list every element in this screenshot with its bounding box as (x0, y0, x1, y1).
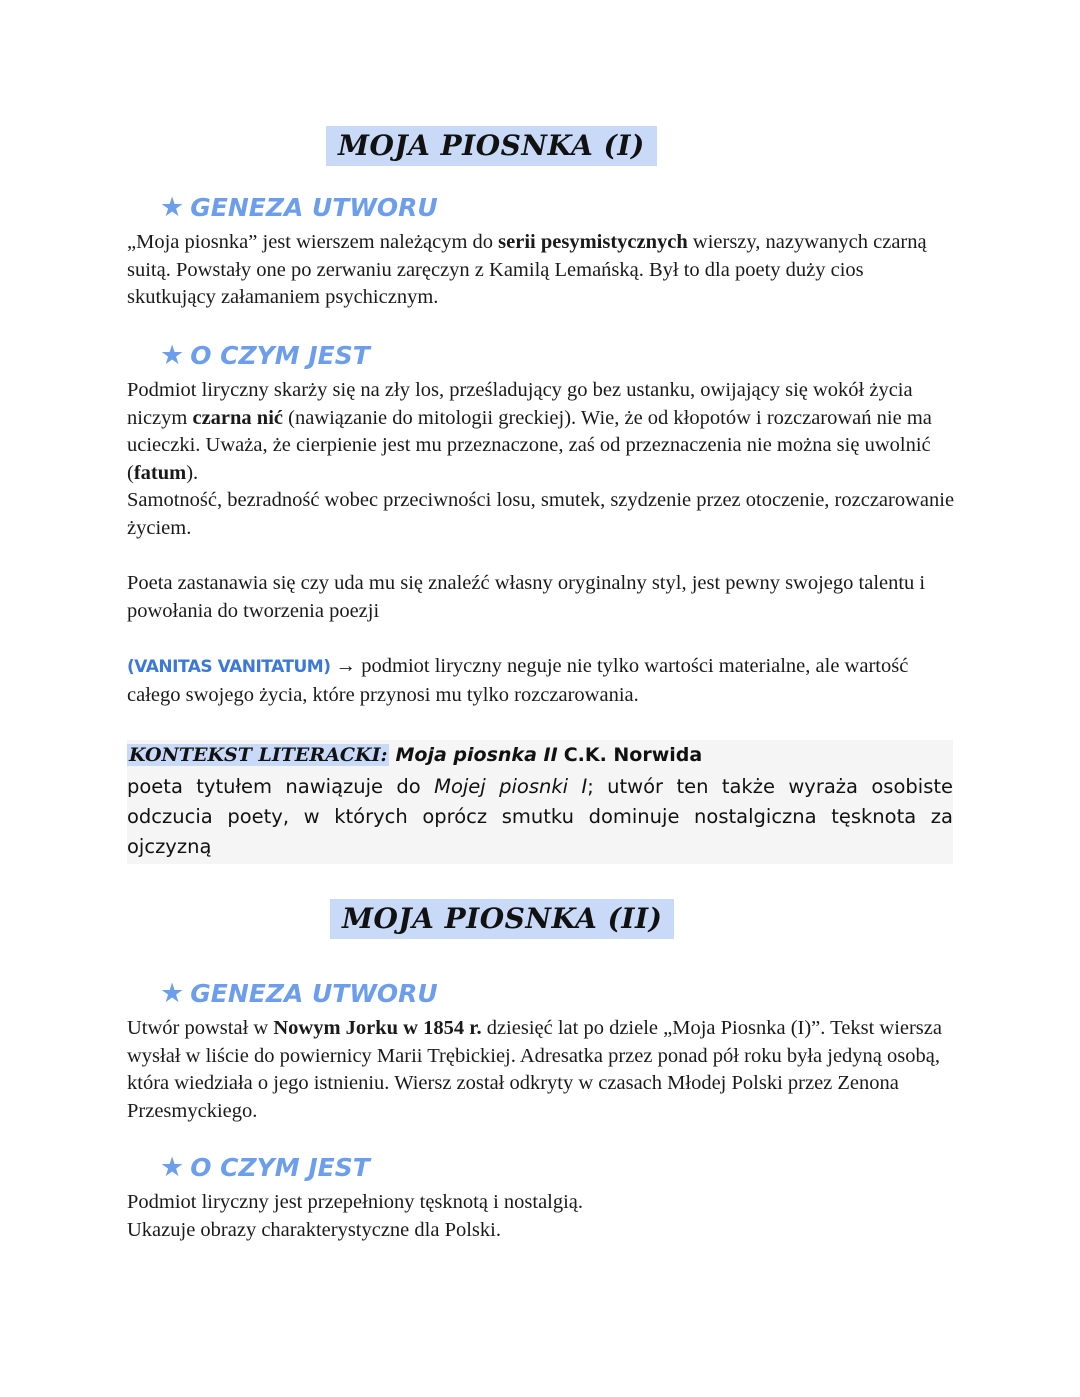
section2-about-heading (160, 1152, 370, 1184)
section2-about-paragraph (127, 1189, 957, 1244)
text-run: wierszy, nazywanych czarną suitą. Powstały one po zerwaniu zaręczyn z Kamilą Lemańską. Był to dla poety duży cios skutkujący załamaniem psychicznym. (127, 231, 927, 308)
context-text (127, 772, 953, 862)
star-icon: ★ (160, 978, 185, 1009)
section1-about-heading (160, 340, 370, 372)
section1-about-paragraph-2: Samotność, bezradność wobec przeciwności losu, smutek, szydzenie przez otoczenie, rozczarowanie życiem. (127, 489, 955, 539)
star-icon: ★ (160, 1152, 185, 1183)
text-run: „Moja piosnka” jest wierszem należącym do (127, 231, 499, 253)
bold-run: serii pesymistycznych (498, 231, 688, 253)
text-run: ; utwór ten także wyraża osobiste odczucia poety, w których oprócz smutku dominuje nostalgiczna tęsknota za ojczyzną (127, 775, 953, 858)
star-icon: ★ (160, 192, 185, 223)
context-work: Moja piosnka II (395, 744, 558, 766)
section2-genesis-heading (160, 978, 438, 1010)
section1-genesis-heading-text: GENEZA UTWORU (190, 193, 438, 222)
text-line: Podmiot liryczny jest przepełniony tęsknotą i nostalgią. (127, 1191, 584, 1213)
context-author: C.K. Norwida (563, 744, 703, 766)
text-run: poeta tytułem nawiązuje do (127, 775, 435, 798)
text-run: ). (186, 461, 199, 484)
text-run: Podmiot liryczny skarży się na zły los, prześladujący go bez ustanku, owijający się wokół życia niczym (127, 379, 913, 429)
section2-title: MOJA PIOSNKA (II) (330, 899, 674, 939)
section1-about-paragraph-3: Poeta zastanawia się czy uda mu się znaleźć własny oryginalny styl, jest pewny swojego talentu i powołania do tworzenia poezji (127, 572, 926, 622)
section1-genesis-paragraph (127, 229, 957, 312)
bold-run: fatum (133, 461, 187, 484)
section1-about-heading-text: O CZYM JEST (190, 341, 370, 370)
star-icon: ★ (160, 340, 185, 371)
context-label: KONTEKST LITERACKI: (129, 744, 388, 766)
context-heading (127, 741, 702, 769)
section1-about-paragraph (127, 377, 957, 487)
section1-vanitas-paragraph (127, 653, 957, 709)
text-run: dziesięć lat po dziele „Moja Piosnka (I)”. Tekst wiersza wysłał w liście do powiernicy Marii Trębickiej. Adresatka przez ponad pół roku była jedyną osobą, która wiedziała o jego istnieniu. Wiersz został odkryty w czasach Młodej Polski przez Zenona Przesmyckiego. (127, 1017, 942, 1122)
vanitas-label: (VANITAS VANITATUM) (127, 657, 331, 677)
bold-run: czarna nić (192, 406, 283, 429)
section2-genesis-heading-text: GENEZA UTWORU (190, 979, 438, 1008)
section2-about-heading-text: O CZYM JEST (190, 1153, 370, 1182)
text-run: → podmiot liryczny neguje nie tylko wartości materialne, ale wartość całego swojego życia, które przynosi mu tylko rozczarowania. (127, 655, 909, 706)
text-run: Utwór powstał w (127, 1017, 274, 1039)
section2-genesis-paragraph (127, 1015, 957, 1125)
section1-title: MOJA PIOSNKA (I) (326, 126, 657, 166)
section1-genesis-heading (160, 192, 438, 224)
text-run: (nawiązanie do mitologii greckiej). Wie, że od kłopotów i rozczarowań nie ma ucieczki. Uważa, że cierpienie jest mu przeznaczone, zaś od przeznaczenia nie można się uwolnić ( (127, 406, 932, 484)
italic-run: Mojej piosnki I (434, 775, 588, 798)
text-line: Ukazuje obrazy charakterystyczne dla Polski. (127, 1218, 501, 1241)
bold-run: Nowym Jorku w 1854 r. (273, 1017, 482, 1039)
